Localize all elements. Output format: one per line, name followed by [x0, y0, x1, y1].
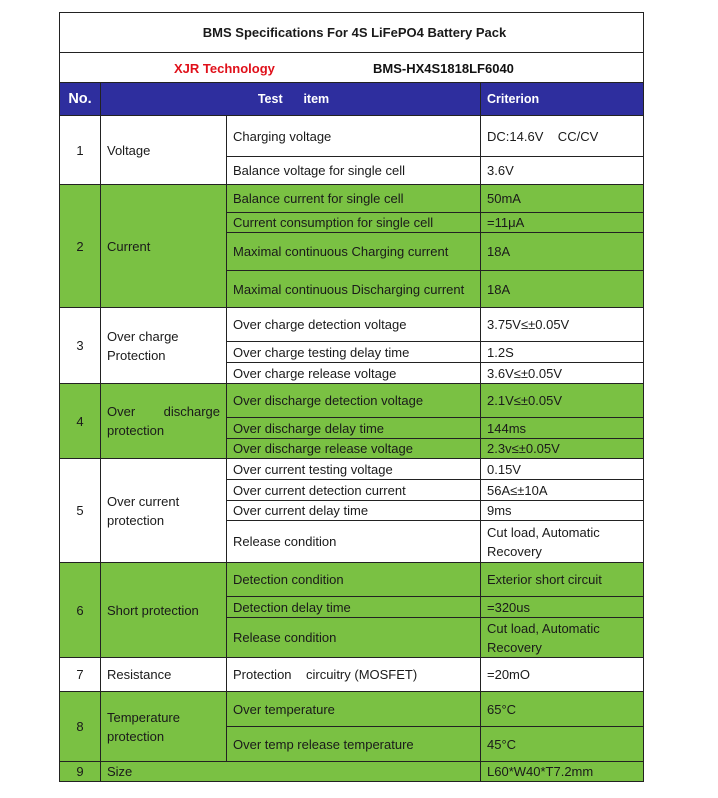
column-header-criterion: Criterion — [481, 83, 644, 116]
group-name: Size — [101, 762, 481, 782]
criterion-value: L60*W40*T7.2mm — [481, 762, 644, 782]
row-number: 5 — [60, 459, 101, 563]
row-number: 6 — [60, 563, 101, 658]
test-item: Over temperature — [227, 692, 481, 727]
test-item: Detection delay time — [227, 597, 481, 618]
group-name: Current — [101, 185, 227, 308]
table-row — [60, 308, 644, 342]
table-row — [60, 563, 644, 597]
row-number: 9 — [60, 762, 101, 782]
test-item: Over discharge release voltage — [227, 439, 481, 459]
criterion-value: Cut load, Automatic Recovery — [481, 521, 644, 563]
test-item: Over discharge delay time — [227, 418, 481, 439]
criterion-value: =320us — [481, 597, 644, 618]
criterion-value: 9ms — [481, 501, 644, 521]
criterion-value: 3.6V — [481, 157, 644, 185]
row-number: 1 — [60, 116, 101, 185]
test-item: Current consumption for single cell — [227, 213, 481, 233]
criterion-value: 65°C — [481, 692, 644, 727]
criterion-value: Cut load, Automatic Recovery — [481, 618, 644, 658]
test-item: Maximal continuous Discharging current — [227, 271, 481, 308]
test-item: Over current testing voltage — [227, 459, 481, 480]
criterion-value: =11μA — [481, 213, 644, 233]
test-item: Maximal continuous Charging current — [227, 233, 481, 271]
criterion-value: 0.15V — [481, 459, 644, 480]
criterion-value: =20mO — [481, 658, 644, 692]
criterion-value: 1.2S — [481, 342, 644, 363]
criterion-value: 144ms — [481, 418, 644, 439]
bms-spec-table — [59, 12, 644, 782]
brand-name: XJR Technology — [174, 61, 275, 76]
criterion-value: 18A — [481, 233, 644, 271]
row-number: 3 — [60, 308, 101, 384]
column-header-no: No. — [60, 83, 101, 116]
criterion-value: 3.6V≤±0.05V — [481, 363, 644, 384]
criterion-value: DC:14.6V CC/CV — [481, 116, 644, 157]
column-header-test-item: Test item — [101, 83, 481, 116]
table-row — [60, 185, 644, 213]
group-name: Resistance — [101, 658, 227, 692]
test-item: Over current delay time — [227, 501, 481, 521]
group-name-line2: protection — [107, 423, 165, 438]
brand-row — [60, 53, 644, 83]
header-row — [60, 83, 644, 116]
test-item: Balance voltage for single cell — [227, 157, 481, 185]
group-name: Temperature protection — [101, 692, 227, 762]
criterion-value: 3.75V≤±0.05V — [481, 308, 644, 342]
group-name: Over current protection — [101, 459, 227, 563]
group-name: Short protection — [101, 563, 227, 658]
criterion-value: 56A≤±10A — [481, 480, 644, 501]
test-item: Balance current for single cell — [227, 185, 481, 213]
row-number: 4 — [60, 384, 101, 459]
test-item: Over temp release temperature — [227, 727, 481, 762]
table-row — [60, 692, 644, 727]
group-name: Voltage — [101, 116, 227, 185]
group-name — [101, 384, 227, 459]
row-number: 7 — [60, 658, 101, 692]
test-item: Detection condition — [227, 563, 481, 597]
test-item: Release condition — [227, 618, 481, 658]
criterion-value: 50mA — [481, 185, 644, 213]
group-name: Over charge Protection — [101, 308, 227, 384]
test-item: Over charge testing delay time — [227, 342, 481, 363]
table-row — [60, 762, 644, 782]
document-title: BMS Specifications For 4S LiFePO4 Battery Pack — [60, 13, 644, 53]
row-number: 2 — [60, 185, 101, 308]
test-item: Over discharge detection voltage — [227, 384, 481, 418]
criterion-value: 18A — [481, 271, 644, 308]
model-number: BMS-HX4S1818LF6040 — [373, 61, 514, 76]
table-row — [60, 459, 644, 480]
criterion-value: 2.3v≤±0.05V — [481, 439, 644, 459]
test-item: Protection circuitry (MOSFET) — [227, 658, 481, 692]
group-name-line1-right: discharge — [163, 404, 220, 419]
table-row — [60, 658, 644, 692]
test-item: Over charge detection voltage — [227, 308, 481, 342]
test-item: Release condition — [227, 521, 481, 563]
test-item: Charging voltage — [227, 116, 481, 157]
row-number: 8 — [60, 692, 101, 762]
test-item: Over current detection current — [227, 480, 481, 501]
criterion-value: 45°C — [481, 727, 644, 762]
title-row — [60, 13, 644, 53]
criterion-value: Exterior short circuit — [481, 563, 644, 597]
table-row — [60, 116, 644, 157]
test-item: Over charge release voltage — [227, 363, 481, 384]
criterion-value: 2.1V≤±0.05V — [481, 384, 644, 418]
table-row — [60, 384, 644, 418]
group-name-line1-left: Over — [107, 404, 136, 419]
